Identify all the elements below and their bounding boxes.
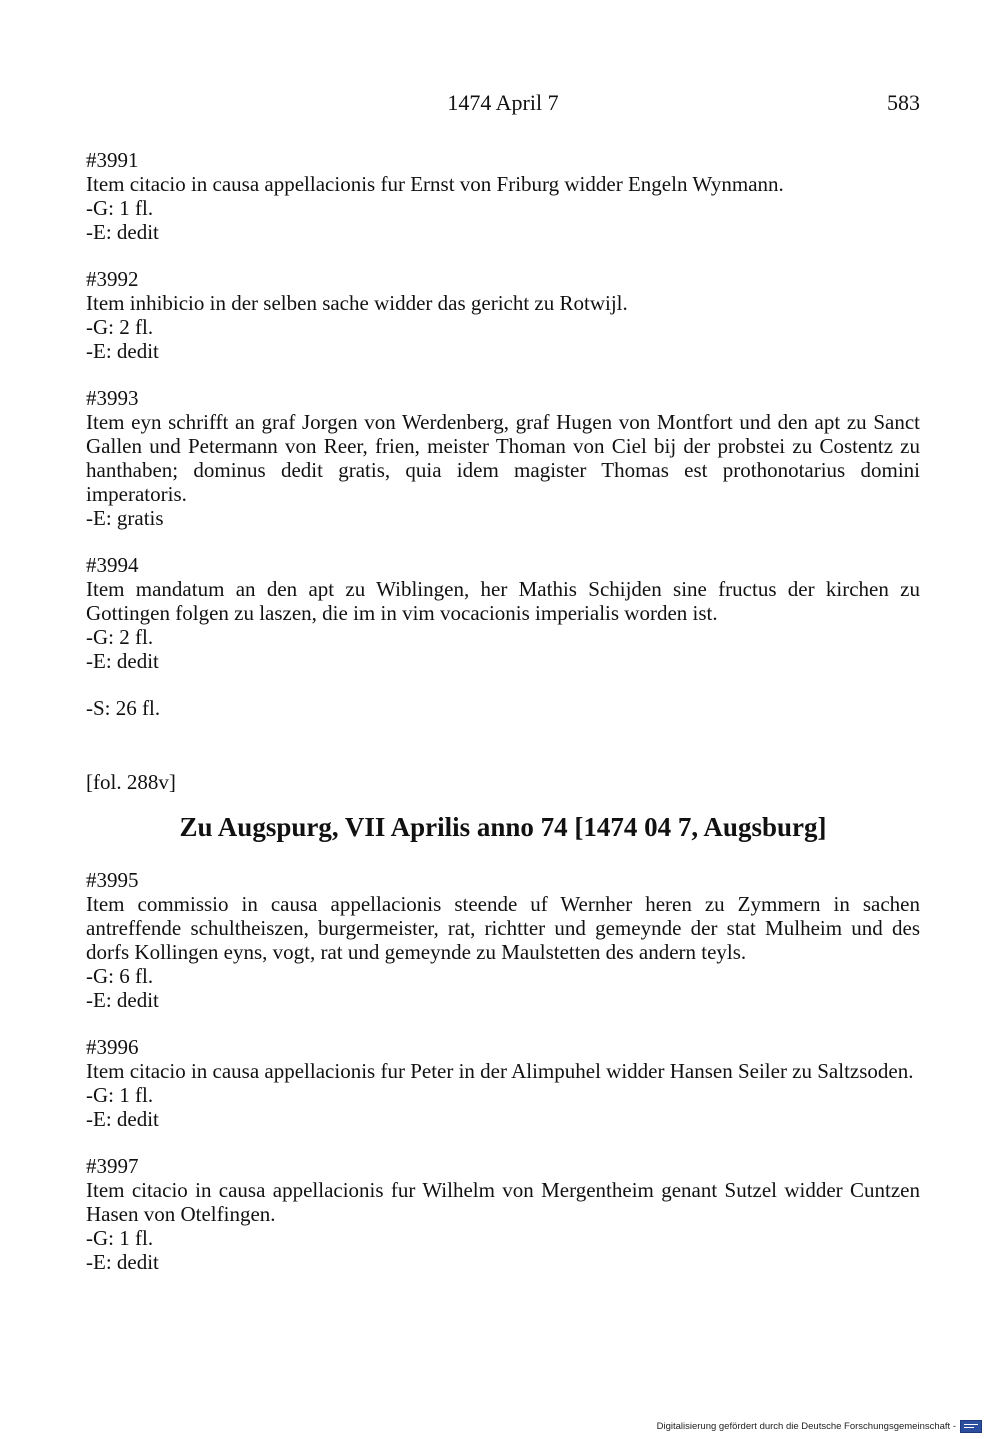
section-heading: [86, 810, 920, 844]
entry-payment: -E: dedit: [86, 339, 159, 363]
entry: [86, 148, 920, 244]
entry-payment: -E: dedit: [86, 220, 159, 244]
running-head: [86, 88, 920, 118]
entry-payment: -E: dedit: [86, 649, 159, 673]
document-body: [86, 148, 920, 1297]
entry: [86, 1154, 920, 1274]
dfg-logo-icon: [960, 1420, 982, 1433]
entry: [86, 267, 920, 363]
section-heading-date: VII Aprilis anno 74 [1474 04 7: [344, 812, 692, 842]
entry-text: Item citacio in causa appellacionis fur Peter in der Alimpuhel widder Hansen Seiler zu Saltzsoden.: [86, 1059, 914, 1083]
entry-text: Item commissio in causa appellacionis steende uf Wernher heren zu Zymmern in sachen antreffende schultheiszen, burgermeister, rat, richtter und gemeynde der stat Mulheim und des dorfs Kollingen eyns, vogt, rat und gemeynde zu Maulstetten des andern teyls.: [86, 892, 920, 964]
running-title: 1474 April 7: [447, 90, 559, 115]
entry-fee: -G: 2 fl.: [86, 315, 154, 339]
entry-text: Item mandatum an den apt zu Wiblingen, her Mathis Schijden sine fructus der kirchen zu Gottingen folgen zu laszen, die im in vim vocacionis imperialis worden ist.: [86, 577, 920, 625]
section-heading-suffix: , Augsburg]: [691, 812, 827, 842]
entry-fee: -G: 6 fl.: [86, 964, 154, 988]
entry-number: #3997: [86, 1154, 139, 1178]
entry: [86, 868, 920, 1012]
entry-fee: -G: 1 fl.: [86, 1083, 154, 1107]
entry-number: #3992: [86, 267, 139, 291]
entry-fee: -G: 1 fl.: [86, 196, 154, 220]
entry: [86, 386, 920, 530]
funding-footer: [657, 1417, 982, 1435]
entry-fee: -G: 2 fl.: [86, 625, 154, 649]
page-number: 583: [887, 90, 920, 115]
funding-note: Digitalisierung gefördert durch die Deutsche Forschungsgemeinschaft -: [656, 1420, 956, 1432]
folio-reference: [fol. 288v]: [86, 770, 176, 794]
entry: [86, 1035, 920, 1131]
entry-number: #3994: [86, 553, 139, 577]
entry-number: #3991: [86, 148, 139, 172]
entry-number: #3996: [86, 1035, 139, 1059]
entry-payment: -E: dedit: [86, 988, 159, 1012]
entry-text: Item eyn schrifft an graf Jorgen von Werdenberg, graf Hugen von Montfort und den apt zu Sanct Gallen und Petermann von Reer, frien, meister Thoman von Ciel bij der probstei zu Costentz zu hanthaben; dominus dedit gratis, quia idem magister Thomas est prothonotarius domini imperatoris.: [86, 410, 920, 506]
entry-text: Item citacio in causa appellacionis fur Ernst von Friburg widder Engeln Wynmann.: [86, 172, 784, 196]
entry-number: #3993: [86, 386, 139, 410]
entry-number: #3995: [86, 868, 139, 892]
entry-text: Item citacio in causa appellacionis fur Wilhelm von Mergentheim genant Sutzel widder Cuntzen Hasen von Otelfingen.: [86, 1178, 920, 1226]
section-heading-place: Zu Augspurg,: [179, 812, 345, 842]
entry-text: Item inhibicio in der selben sache widder das gericht zu Rotwijl.: [86, 291, 628, 315]
entry-payment: -E: gratis: [86, 506, 164, 530]
entry-payment: -E: dedit: [86, 1250, 159, 1274]
sum-total: -S: 26 fl.: [86, 696, 161, 720]
entry-payment: -E: dedit: [86, 1107, 159, 1131]
entry: [86, 553, 920, 673]
entry-fee: -G: 1 fl.: [86, 1226, 154, 1250]
